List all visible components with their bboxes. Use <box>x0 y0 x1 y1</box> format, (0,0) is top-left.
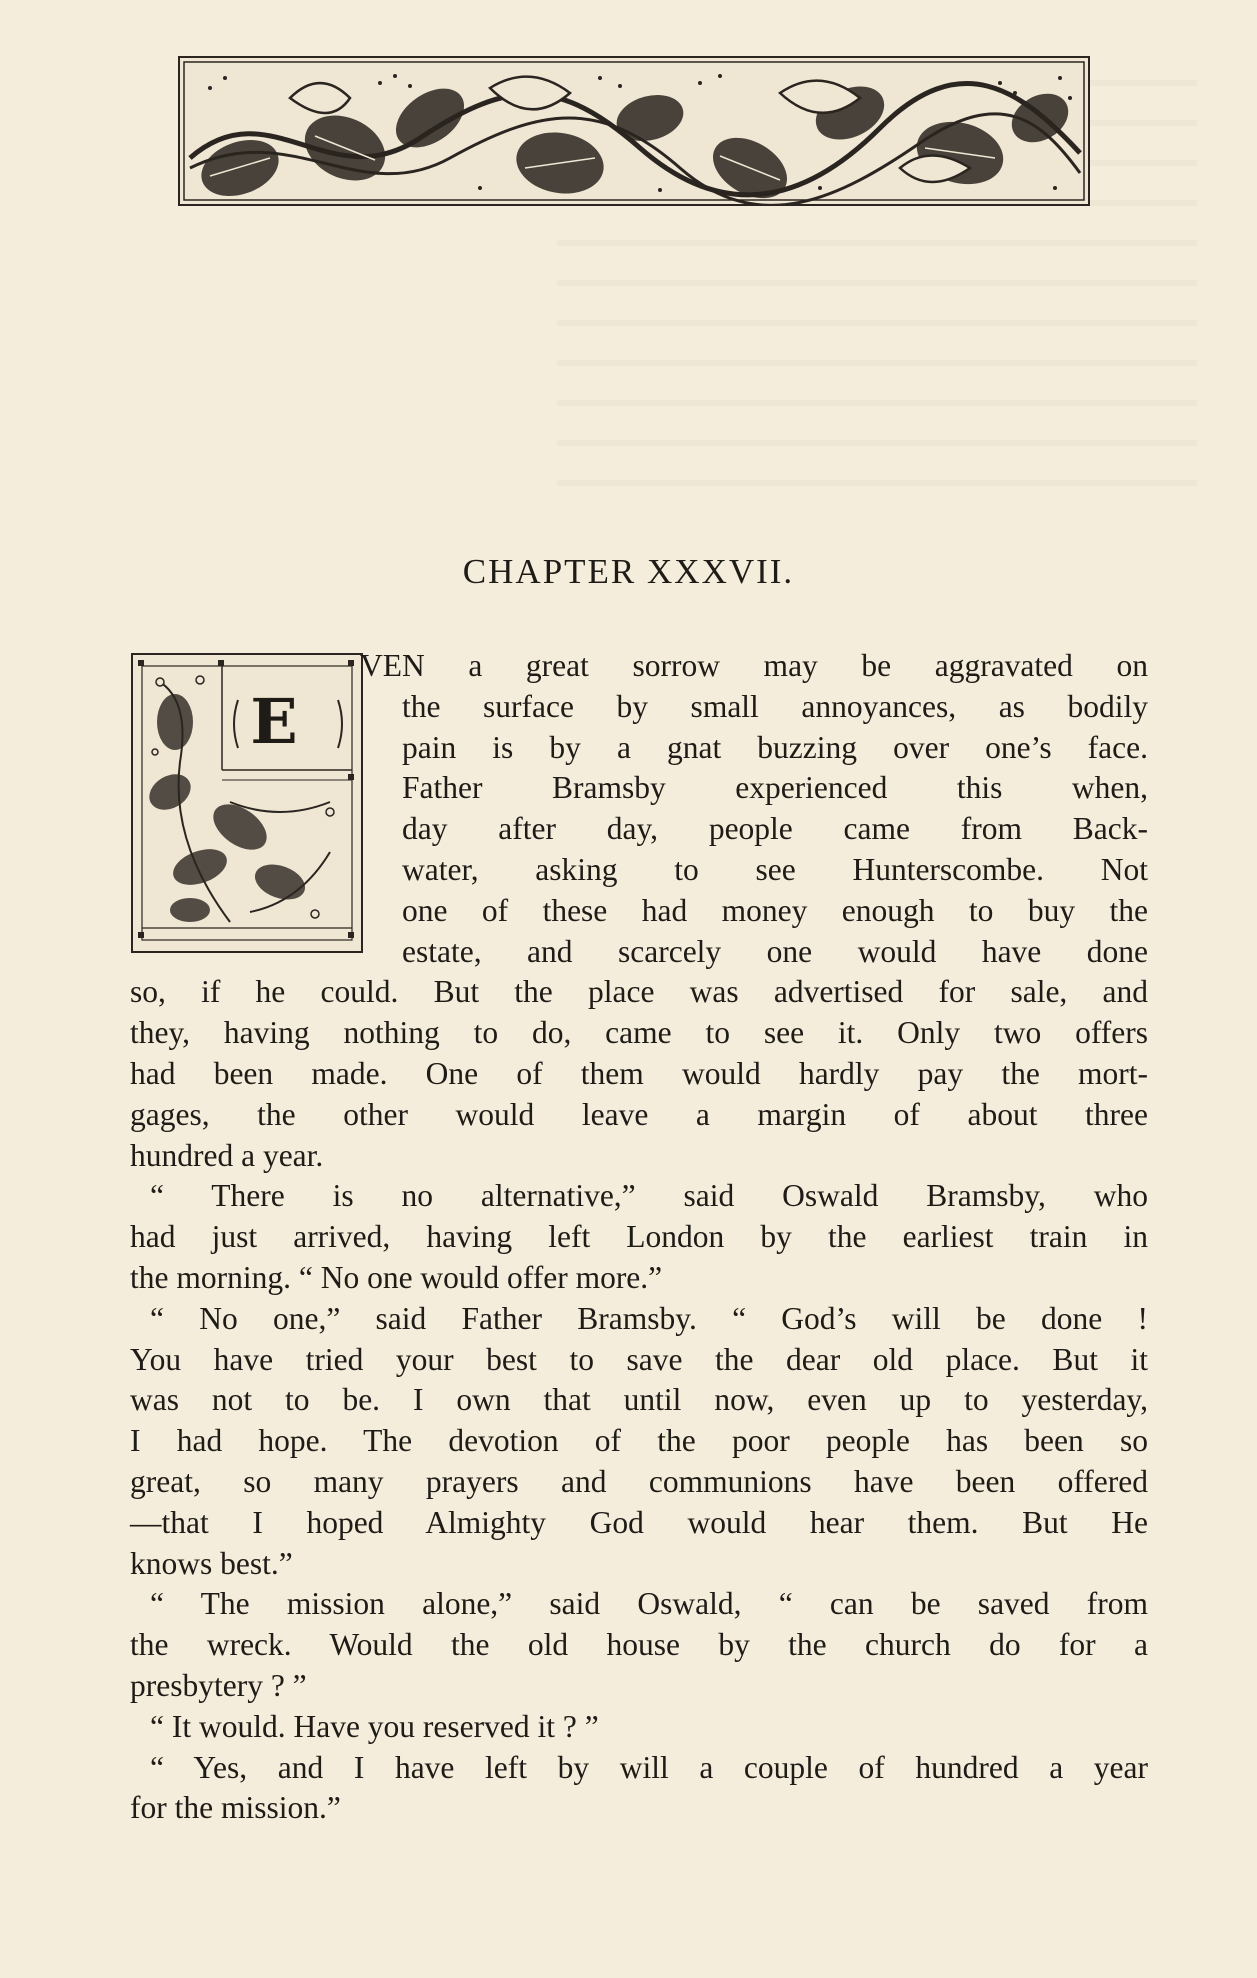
floral-vine-ornament-icon <box>180 58 1090 206</box>
text-line: “ It would. Have you reserved it ? ” <box>150 1708 599 1744</box>
text-line: the morning. “ No one would offer more.” <box>130 1260 663 1295</box>
text-line: they, having nothing to do, came to see it. Only two offers <box>130 1015 1148 1051</box>
text-line: gages, the other would leave a margin of about three <box>130 1096 1148 1132</box>
text-line: great, so many prayers and communions have been offered <box>130 1464 1148 1499</box>
text-line: “ There is no alternative,” said Oswald Bramsby, who <box>150 1178 1148 1214</box>
text-line: had been made. One of them would hardly pay the mort- <box>130 1056 1148 1091</box>
decorative-headpiece <box>178 56 1090 206</box>
text-line: the surface by small annoyances, as bodily <box>402 688 1148 724</box>
text-line: knows best.” <box>130 1545 293 1581</box>
text-line: “ No one,” said Father Bramsby. “ God’s will be done ! <box>150 1300 1148 1336</box>
text-line: Father Bramsby experienced this when, <box>402 770 1148 806</box>
text-line: day after day, people came from Back- <box>402 811 1148 847</box>
text-line: VEN a great sorrow may be aggravated on <box>360 648 1148 683</box>
text-line: the wreck. Would the old house by the church do for a <box>130 1627 1148 1663</box>
text-line: “ Yes, and I have left by will a couple of hundred a year <box>150 1749 1148 1785</box>
text-line: —that I hoped Almighty God would hear them. But He <box>130 1504 1148 1540</box>
text-line: had just arrived, having left London by the earliest train in <box>130 1219 1148 1255</box>
text-line: presbytery ? ” <box>130 1668 307 1703</box>
text-line: You have tried your best to save the dear old place. But it <box>130 1341 1148 1377</box>
text-line: I had hope. The devotion of the poor people has been so <box>130 1423 1148 1459</box>
text-line: one of these had money enough to buy the <box>402 892 1148 928</box>
chapter-title: CHAPTER XXXVII. <box>462 552 795 591</box>
text-line: was not to be. I own that until now, even up to yesterday, <box>130 1382 1148 1418</box>
text-line: pain is by a gnat buzzing over one’s face. <box>402 729 1148 765</box>
text-line: estate, and scarcely one would have done <box>402 933 1148 969</box>
text-line: “ The mission alone,” said Oswald, “ can be saved from <box>150 1586 1148 1622</box>
text-line: water, asking to see Hunterscombe. Not <box>402 852 1148 887</box>
initial-letter: E <box>250 685 298 758</box>
text-line: so, if he could. But the place was advertised for sale, and <box>130 974 1148 1010</box>
text-line: hundred a year. <box>130 1137 324 1173</box>
text-line: for the mission.” <box>130 1790 341 1826</box>
